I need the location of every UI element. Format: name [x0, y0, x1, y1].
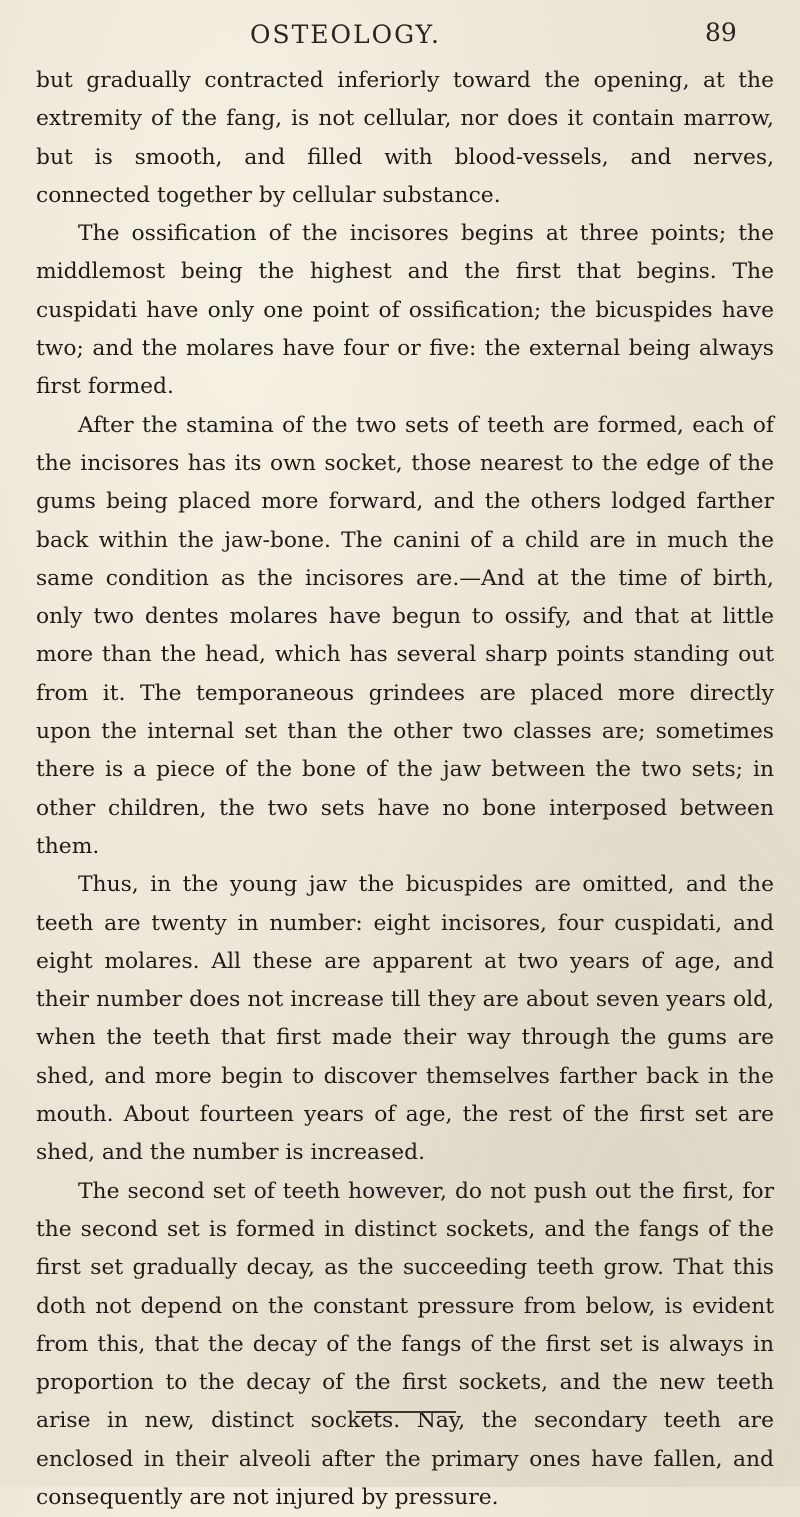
paragraph-young-jaw: Thus, in the young jaw the bicuspides are omitted, and the teeth are twenty in number: eight incisores, four cuspidati, and eight molares. All these are apparent at two years of age, and their number does not increase till they are about seven years old, when the teeth that first made their way through the gums are shed, and more begin to discover themselves farther back in the mouth. About fourteen years of age, the rest of the first set are shed, and the number is increased. — [36, 872, 774, 1166]
page-number: 89 — [705, 18, 737, 47]
body-text — [36, 62, 774, 1517]
paragraph-continuation: but gradually contracted inferiorly toward the opening, at the extremity of the fang, is not cellular, nor does it contain marrow, but is smooth, and filled with blood-vessels, and nerves, connected together by cellular substance. — [36, 68, 774, 208]
paragraph-ossification: The ossification of the incisores begins at three points; the middlemost being the highest and the first that begins. The cuspidati have only one point of ossification; the bicuspides have two; and the molares have four or five: the external being always first formed. — [36, 221, 774, 400]
section-rule — [356, 1411, 456, 1413]
paragraph-stamina: After the stamina of the two sets of teeth are formed, each of the incisores has its own socket, those nearest to the edge of the gums being placed more forward, and the others lodged farther back within the jaw-bone. The canini of a child are in much the same condition as the incisores are.—And at the time of birth, only two dentes molares have begun to ossify, and that at little more than the head, which has several sharp points standing out from it. The temporaneous grindees are placed more directly upon the internal set than the other two classes are; sometimes there is a piece of the bone of the jaw between the two sets; in other children, the two sets have no bone interposed between them. — [36, 412, 774, 859]
running-head — [0, 14, 800, 54]
paragraph-second-set: The second set of teeth however, do not push out the first, for the second set is formed in distinct sockets, and the fangs of the first set gradually decay, as the succeeding teeth grow. That this doth not depend on the constant pressure from below, is evident from this, that the decay of the fangs of the first set is always in proportion to the decay of the first sockets, and the new teeth arise in new, distinct sockets. Nay, the secondary teeth are enclosed in their alveoli after the primary ones have fallen, and consequently are not injured by pressure. — [36, 1178, 774, 1510]
running-title: OSTEOLOGY. — [250, 20, 441, 49]
